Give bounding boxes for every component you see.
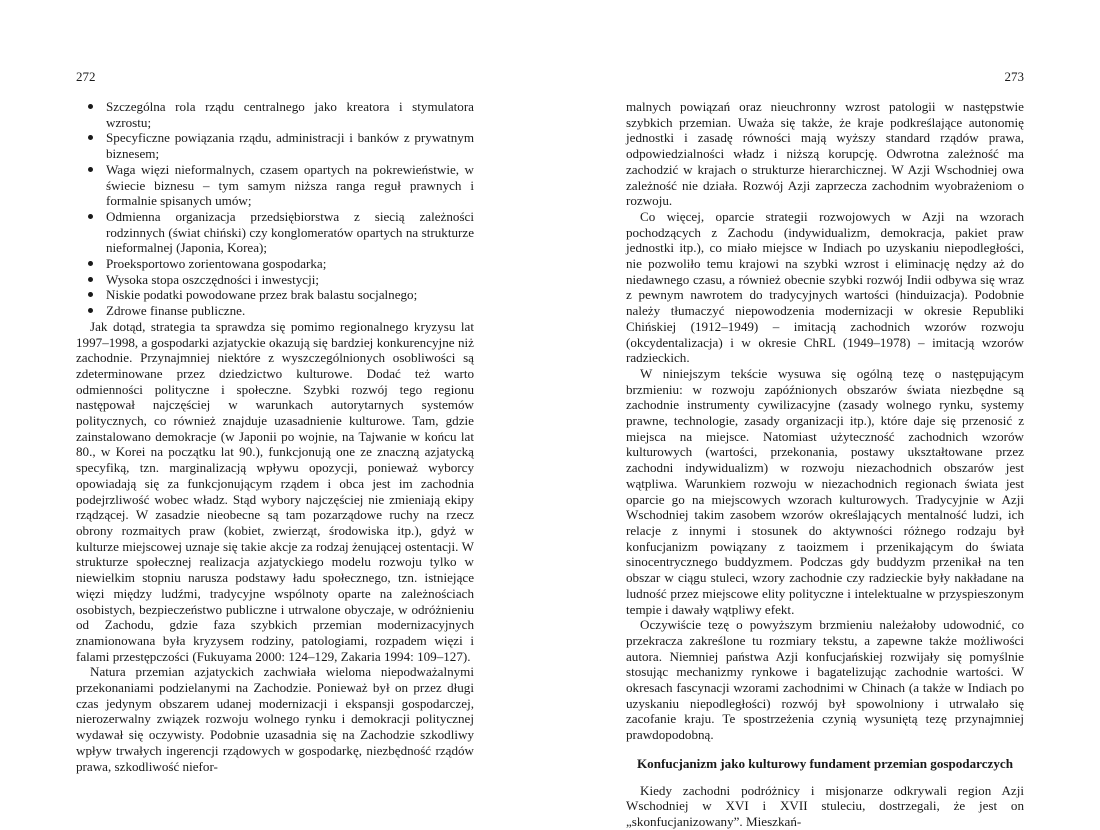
bullet-icon (88, 167, 93, 172)
bullet-icon (88, 135, 93, 140)
bullet-list (76, 99, 474, 319)
paragraph: W niniejszym tekście wysuwa się ogólną tezę o następującym brzmieniu: w rozwoju zapóźnionych obszarów świata niezbędne są zachodnie instrumenty cywilizacyjne (zasady wolnego rynku, systemy prawne, technologie, zasady organizacji itp.), które daje się przenosić z miejsca na miejsce. Natomiast użyteczność zachodnich wzorów kulturowych (wartości, przekonania, postawy ukształtowane przez zachodni indywidualizm) w rozwoju niezachodnich obszarów jest wątpliwa. Warunkiem rozwoju w niezachodnich regionach świata jest oparcie go na miejscowych wzorach kulturowych. Tradycyjnie w Azji Wschodniej takim zasobem wzorów określających mentalność ludzi, ich relacje z innymi i stosunek do aktywności różnego rodzaju był konfucjanizm powiązany z taoizmem i przenikającym do świata sinocentrycznego buddyzmem. Podczas gdy buddyzm przenikał na ten obszar w ciągu stuleci, wzory zachodnie czy radzieckie były nakładane na ludność przez miejscowe elity polityczne i intelektualne w przyspieszonym tempie i dawały wątpliwy efekt. (626, 365, 1024, 617)
bullet-item: Odmienna organizacja przedsiębiorstwa z siecią zależności rodzinnych (świat chiński) czy konglomeratów opartych na strukturze nieformalnej (Japonia, Korea); (76, 209, 474, 256)
paragraph: malnych powiązań oraz nieuchronny wzrost patologii w następstwie szybkich przemian. Uważa się także, że kraje podkreślające autonomię jednostki i zasadę równości mają wyższy standard rządów prawa, odpowiedzialności władz i niższą korupcję. Odwrotna zależność ma zachodzić w krajach o strukturze hierarchicznej. W Azji Wschodniej owa zależność nie działa. Rozwój Azji zaprzecza zachodnim wyobrażeniom o rozwoju. (626, 99, 1024, 209)
page-body (76, 99, 474, 774)
bullet-icon (88, 104, 93, 109)
paragraph: Co więcej, oparcie strategii rozwojowych w Azji na wzorach pochodzących z Zachodu (indywidualizm, demokracja, pakiet praw jednostki itp.), co miało miejsce w Indiach po uzyskaniu niepodległości, nie pozwoliło temu krajowi na szybki wzrost i eliminację nędzy aż do niedawnego czasu, a również obecnie szybki rozwój Indii odbywa się wraz z pewnym nawrotem do tradycyjnych wartości (hinduizacja). Podobnie należy tłumaczyć niepowodzenia modernizacji w okresie Republiki Chińskiej (1912–1949) – imitacją zachodnich wzorów rozwoju (okcydentalizacja) i w okresie ChRL (1949–1978) – imitacją wzorów radzieckich. (626, 208, 1024, 366)
section-heading: Konfucjanizm jako kulturowy fundament przemian gospodarczych (637, 755, 1013, 771)
bullet-item: Specyficzne powiązania rządu, administracji i banków z prywatnym biznesem; (76, 130, 474, 161)
bullet-item: Szczególna rola rządu centralnego jako kreatora i stymulatora wzrostu; (76, 99, 474, 130)
bullet-item: Niskie podatki powodowane przez brak balastu socjalnego; (76, 287, 474, 303)
page-body (626, 99, 1024, 830)
left-page (0, 0, 550, 796)
bullet-item: Proeksportowo zorientowana gospodarka; (76, 256, 474, 272)
bullet-icon (88, 277, 93, 282)
page-number: 273 (1004, 69, 1024, 84)
bullet-item: Zdrowe finanse publiczne. (76, 303, 474, 319)
paragraph: Oczywiście tezę o powyższym brzmieniu należałoby udowodnić, co przekracza zakreślone tu rozmiary tekstu, a zapewne także możliwości autora. Niemniej państwa Azji konfucjańskiej rozwijały się pomyślnie stosując mechanizmy rynkowe i bagatelizując zachodnie wartości. W okresach fascynacji wzorami zachodnimi w Chinach (a także w Indiach po uzyskaniu niepodległości) rozwój był spowolniony i utrwalało się zacofanie kraju. Te spostrzeżenia czynią wysuniętą tezę przynajmniej prawdopodobną. (626, 617, 1024, 743)
bullet-item: Wysoka stopa oszczędności i inwestycji; (76, 272, 474, 288)
bullet-item: Waga więzi nieformalnych, czasem opartych na pokrewieństwie, w świecie biznesu – tym samym niższa ranga reguł prawnych i formalnie spisanych umów; (76, 162, 474, 209)
paragraph: Jak dotąd, strategia ta sprawdza się pomimo regionalnego kryzysu lat 1997–1998, a gospodarki azjatyckie okazują się bardziej konkurencyjne niż zachodnie. Przynajmniej niektóre z wyszczególnionych osobliwości są zdeterminowane przez dziedzictwo kulturowe. Dodać też warto odmienności polityczne i społeczne. Szybki rozwój tego regionu następował najczęściej w warunkach autorytarnych systemów politycznych, co również znajduje uzasadnienie kulturowe. Tam, gdzie zainstalowano demokracje (w Japonii po wojnie, na Tajwanie w końcu lat 80., w Korei na początku lat 90.), funkcjonują one ze znaczną azjatycką specyfiką, tzn. marginalizacją wpływu opozycji, ponieważ wyborcy opowiadają się za funkcjonującym rządem i obca jest im zachodnia podejrzliwość wobec władz. Stąd wybory najczęściej nie zmieniają ekipy rządzącej. W zasadzie nieobecne są tam pozarządowe ruchy na rzecz obrony rozmaitych praw (kobiet, zwierząt, środowiska itp.), gdyż w kulturze miejscowej uznaje się takie akcje za rodzaj żenującej ostentacji. W strukturze społecznej realizacja azjatyckiego modelu rozwoju tylko w niewielkim stopniu narusza podstawy ładu społecznego, tzn. istniejące więzi między ludźmi, tradycyjne wspólnoty oparte na zależnościach osobistych, bezpieczeństwo publiczne i utrwalone obyczaje, w odróżnieniu od Zachodu, gdzie faza szybkich przemian modernizacyjnych znamionowana była kryzysem rodziny, patologiami, rozpadem więzi i falami przestępczości (Fukuyama 2000: 124–129, Zakaria 1994: 109–127). (76, 318, 474, 664)
paragraph: Natura przemian azjatyckich zachwiała wieloma niepodważalnymi przekonaniami podzielanymi na Zachodzie. Ponieważ był on przez długi czas jedynym obszarem udanej modernizacji i ekspansji gospodarczej, nierozerwalny związek rozwoju wolnego rynku i demokracji politycznej wydawał się oczywisty. Podobnie uzasadnia się na Zachodzie szkodliwy wpływ trwałych ingerencji rządowych w gospodarkę, niezbędność rządów prawa, szkodliwość niefor- (76, 664, 474, 774)
bullet-icon (88, 292, 93, 297)
right-page (550, 0, 1100, 829)
page-number: 272 (76, 69, 96, 84)
paragraph: Kiedy zachodni podróżnicy i misjonarze odkrywali region Azji Wschodniej w XVI i XVII stuleciu, dostrzegali, że jest on „skonfucjanizowany”. Mieszkań- (626, 782, 1024, 829)
bullet-icon (88, 261, 93, 266)
bullet-icon (88, 308, 93, 313)
bullet-icon (88, 214, 93, 219)
